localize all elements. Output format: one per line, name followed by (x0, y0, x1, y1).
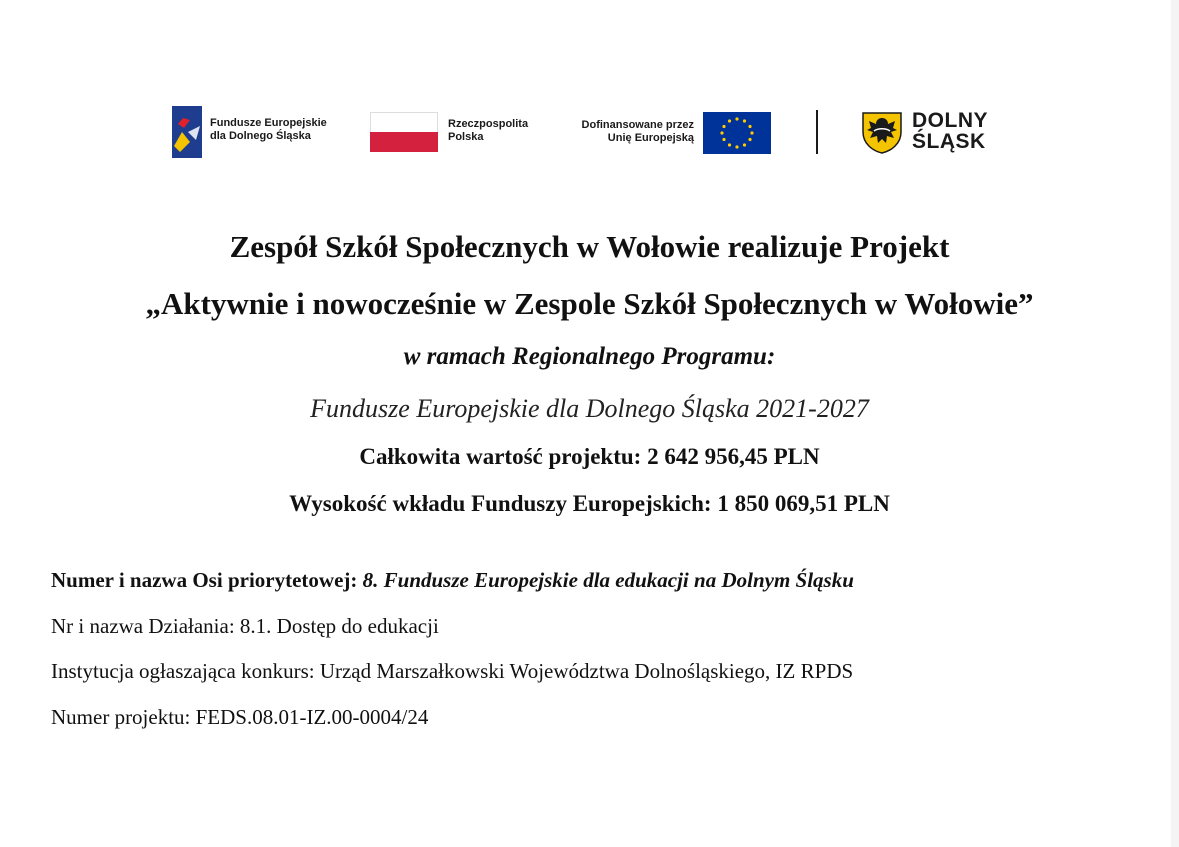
total-value: Całkowita wartość projektu: 2 642 956,45 PLN (359, 444, 820, 469)
eu-flag-icon (703, 112, 771, 154)
eu-contribution: Wysokość wkładu Funduszy Europejskich: 1 850 069,51 PLN (289, 491, 890, 516)
polish-flag-icon (370, 112, 438, 152)
dolny-slask-text (912, 110, 988, 152)
ds-logo-line2: ŚLĄSK (912, 130, 986, 153)
dolny-slask-logo (860, 109, 988, 159)
logo-strip (168, 100, 1018, 162)
fe-logo-line2: dla Dolnego Śląska (210, 130, 311, 142)
logo-separator (816, 110, 818, 154)
ds-logo-line1: DOLNY (912, 109, 988, 132)
priority-axis-label: Numer i nazwa Osi priorytetowej: (51, 568, 358, 592)
fe-logo (170, 102, 327, 165)
project-details (51, 566, 854, 748)
action-row: Nr i nazwa Działania: 8.1. Dostęp do edukacji (51, 613, 439, 638)
program-name: Fundusze Europejskie dla Dolnego Śląska 2021-2027 (310, 394, 869, 423)
fe-logo-text (210, 117, 327, 143)
eu-logo-line2: Unię Europejską (607, 132, 694, 144)
title-line-1: Zespół Szkół Społecznych w Wołowie realizuje Projekt (229, 229, 950, 264)
project-number-row: Numer projektu: FEDS.08.01-IZ.00-0004/24 (51, 704, 429, 729)
priority-axis-row (51, 566, 854, 594)
eu-logo-text (566, 119, 694, 145)
fe-logo-line1: Fundusze Europejskie (210, 117, 327, 129)
rp-logo-text (448, 118, 528, 144)
program-intro: w ramach Regionalnego Programu: (403, 343, 776, 370)
rp-logo-line1: Rzeczpospolita (448, 118, 529, 130)
fe-star-icon (170, 102, 206, 160)
rp-logo-line2: Polska (448, 131, 484, 143)
eu-logo-line1: Dofinansowane przez (581, 119, 694, 131)
coat-of-arms-icon (860, 110, 904, 154)
institution-row: Instytucja ogłaszająca konkurs: Urząd Marszałkowski Województwa Dolnośląskiego, IZ RPDS (51, 659, 854, 683)
priority-axis-value: 8. Fundusze Europejskie dla edukacji na Dolnym Śląsku (362, 568, 854, 592)
title-line-2: „Aktywnie i nowocześnie w Zespole Szkół Społecznych w Wołowie” (145, 286, 1034, 321)
